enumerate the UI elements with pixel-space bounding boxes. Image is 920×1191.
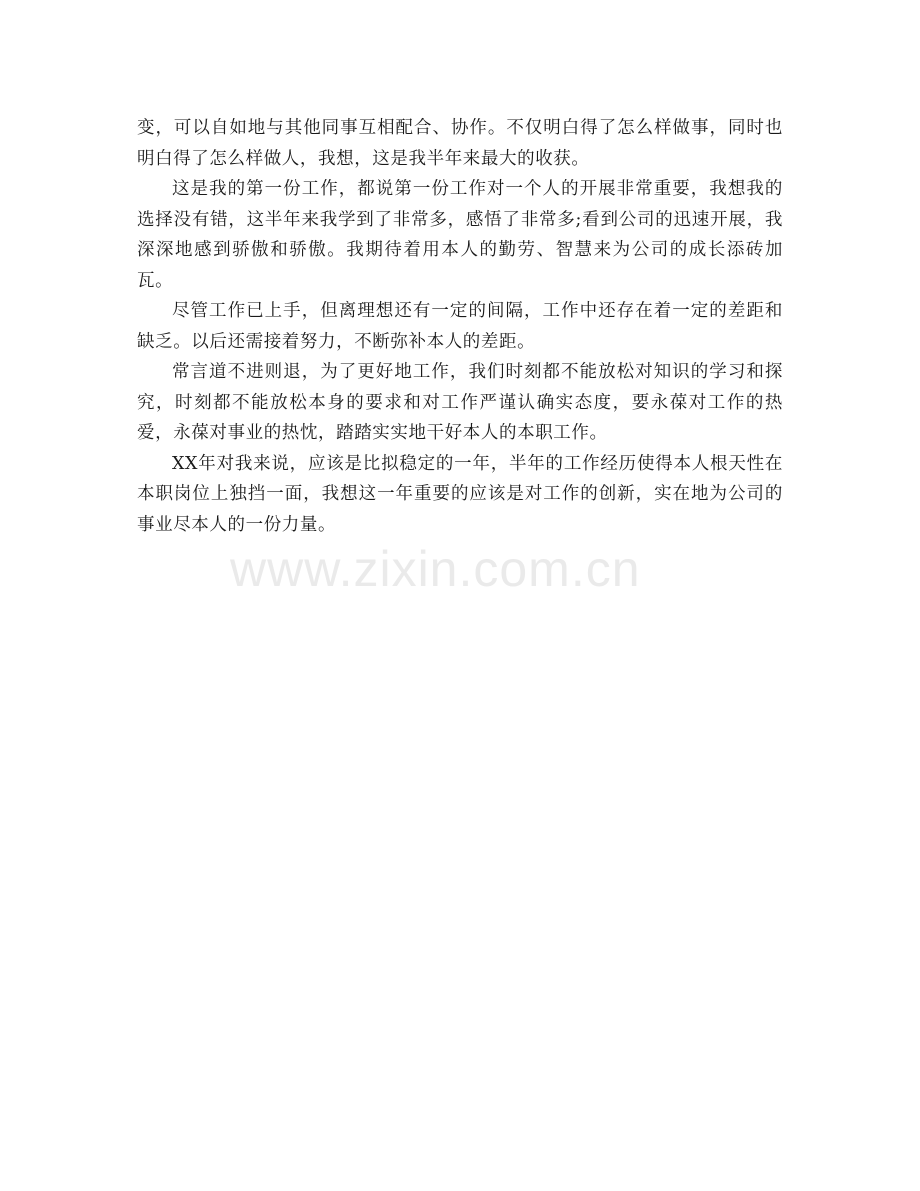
document-body (137, 113, 783, 540)
paragraph-1: 变，可以自如地与其他同事互相配合、协作。不仅明白得了怎么样做事，同时也明白得了怎么样做人，我想，这是我半年来最大的收获。 (137, 118, 783, 169)
watermark: www.zixin.com.cn (230, 541, 641, 597)
paragraph-5: XX年对我来说，应该是比拟稳定的一年，半年的工作经历使得本人根天性在本职岗位上独挡一面，我想这一年重要的应该是对工作的创新，实在地为公司的事业尽本人的一份力量。 (137, 453, 783, 535)
paragraph-4: 常言道不进则退，为了更好地工作，我们时刻都不能放松对知识的学习和探究，时刻都不能放松本身的要求和对工作严谨认确实态度，要永葆对工作的热爱，永葆对事业的热忱，踏踏实实地干好本人的本职工作。 (137, 362, 783, 443)
paragraph-3: 尽管工作已上手，但离理想还有一定的间隔，工作中还存在着一定的差距和缺乏。以后还需接着努力，不断弥补本人的差距。 (137, 301, 783, 352)
paragraph-2: 这是我的第一份工作，都说第一份工作对一个人的开展非常重要，我想我的选择没有错，这半年来我学到了非常多，感悟了非常多;看到公司的迅速开展，我深深地感到骄傲和骄傲。我期待着用本人的勤劳、智慧来为公司的成长添砖加瓦。 (137, 179, 783, 291)
